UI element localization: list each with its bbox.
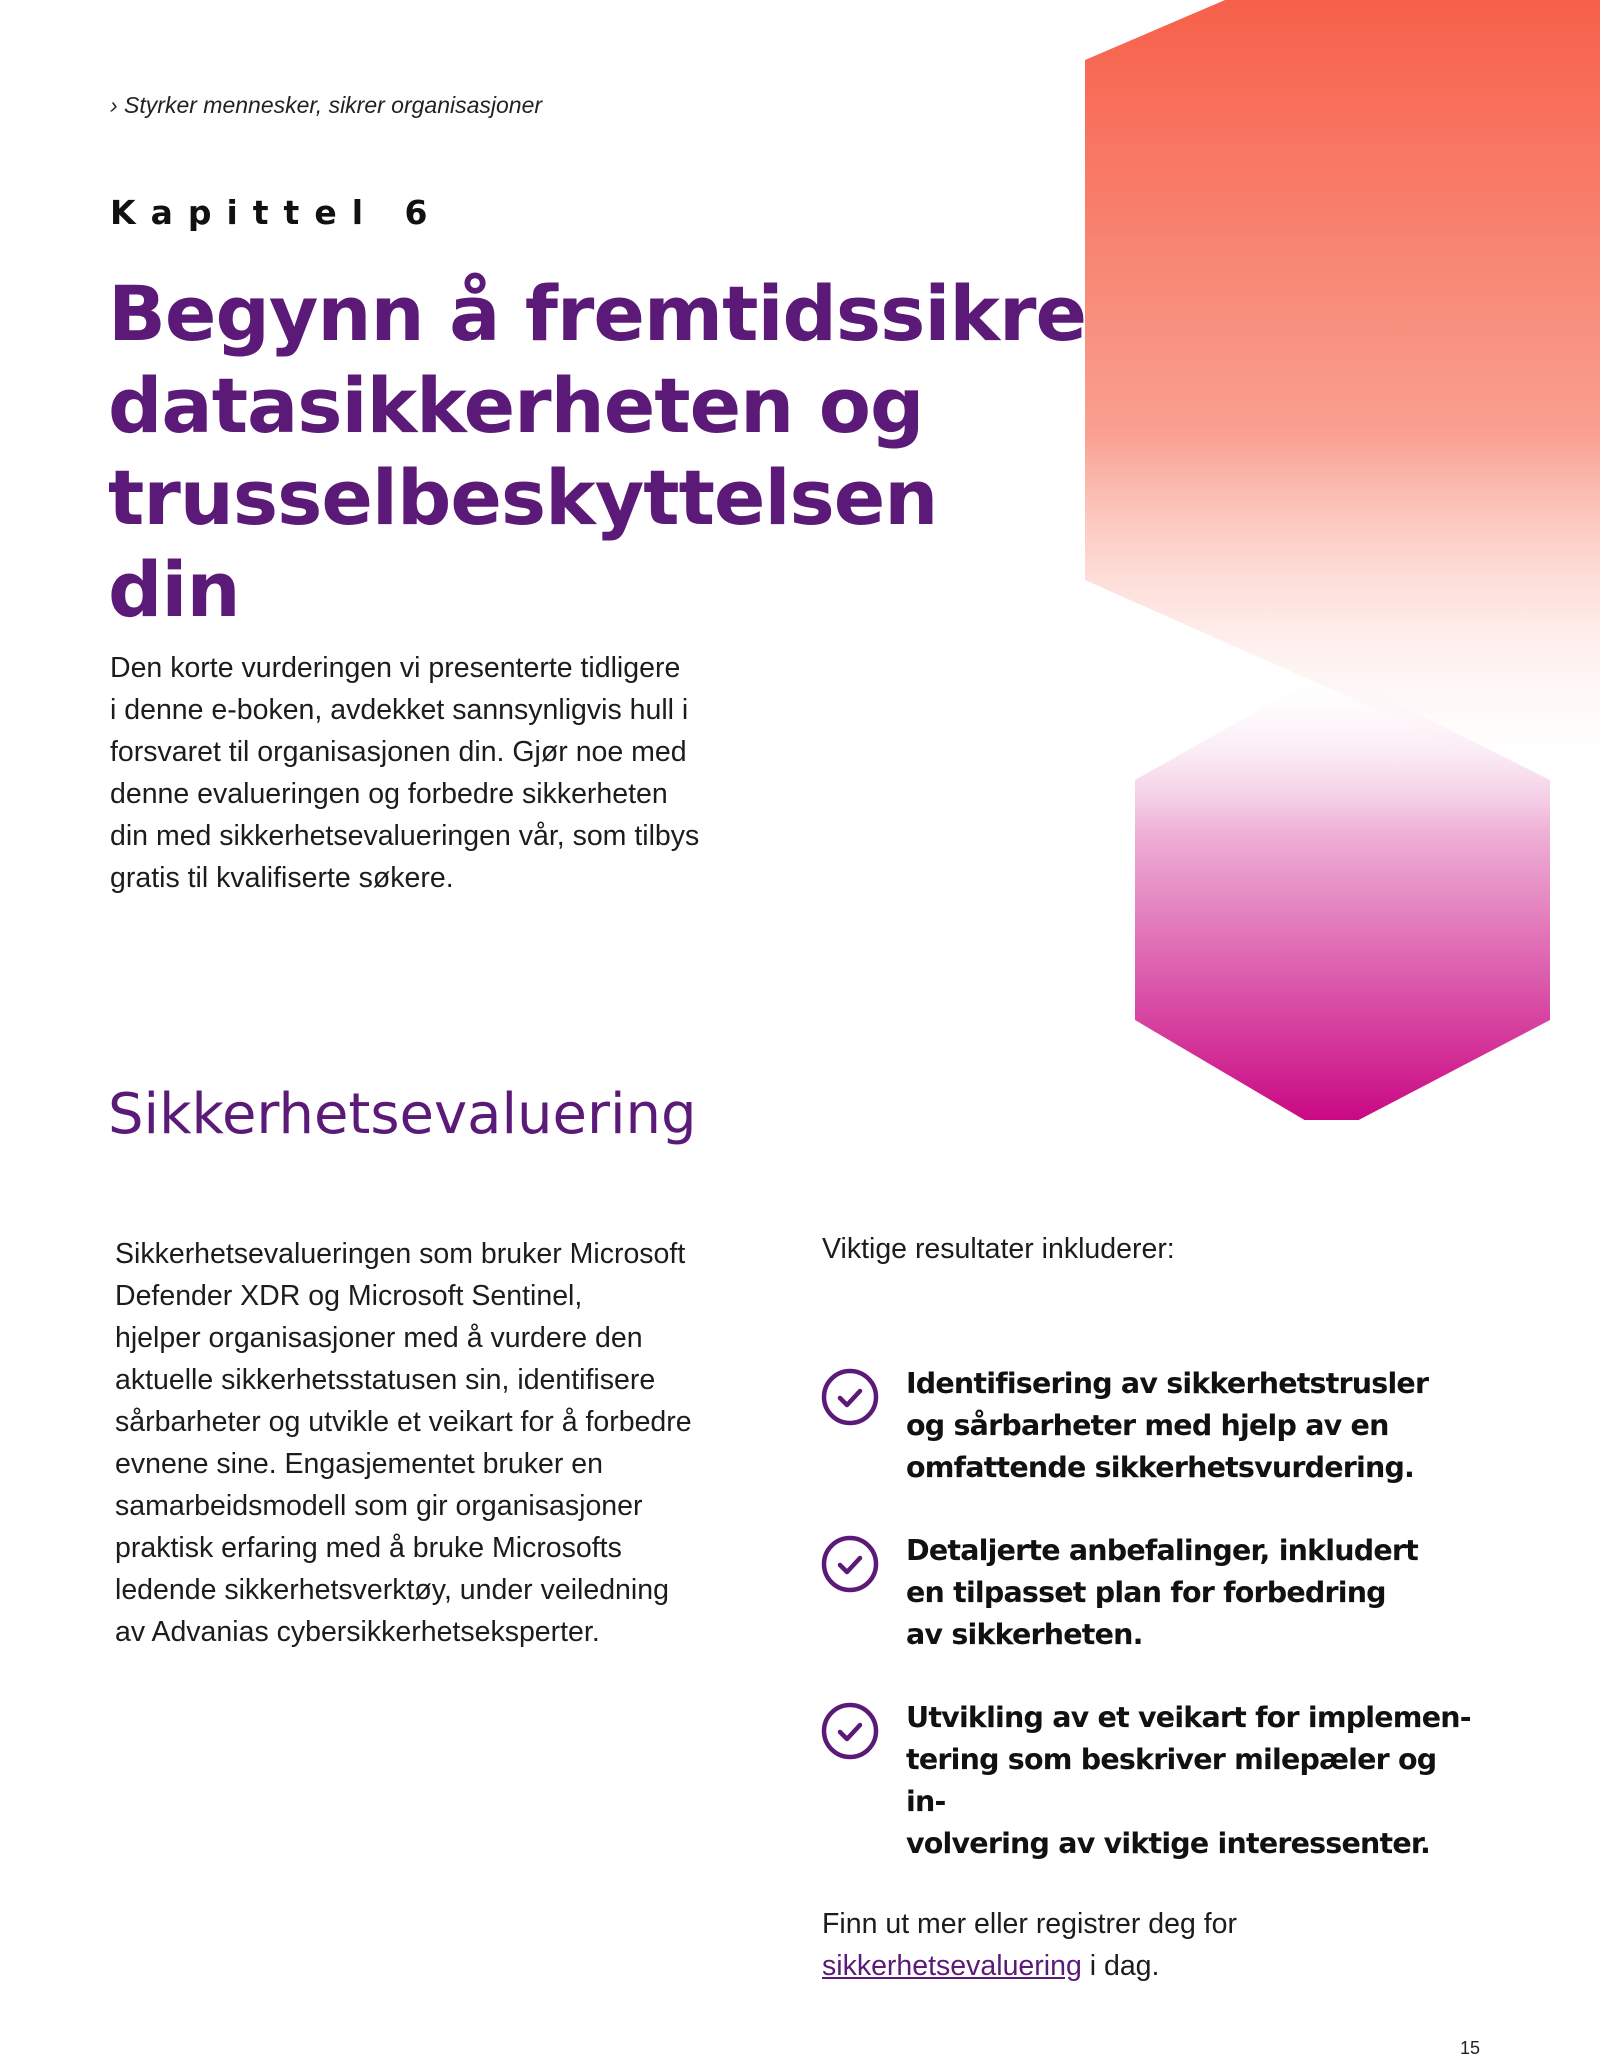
intro-line: denne evalueringen og forbedre sikkerheten (110, 778, 668, 810)
intro-line: forsvaret til organisasjonen din. Gjør noe med (110, 736, 687, 768)
page-title (108, 268, 1088, 636)
body-line: Sikkerhetsevalueringen som bruker Microsoft (115, 1238, 686, 1270)
page-number: 15 (1460, 2038, 1481, 2058)
title-line: trusselbeskyttelsen din (108, 453, 938, 634)
call-to-action (822, 1903, 1442, 1987)
result-line: Detaljerte anbefalinger, inkludert (906, 1534, 1418, 1567)
body-line: praktisk erfaring med å bruke Microsofts (115, 1532, 622, 1564)
result-line: Utvikling av et veikart for implemen- (906, 1701, 1471, 1734)
result-line: volvering av viktige interessenter. (906, 1827, 1431, 1860)
title-line: datasikkerheten og (108, 361, 924, 450)
intro-line: din med sikkerhetsevalueringen vår, som tilbys (110, 820, 700, 852)
body-line: av Advanias cybersikkerhetseksperter. (115, 1616, 600, 1648)
body-paragraph (115, 1233, 795, 1653)
assessment-link[interactable]: sikkerhetsevaluering (822, 1950, 1082, 1982)
chapter-label: Kapittel 6 (110, 193, 443, 232)
result-line: tering som beskriver milepæler og in- (906, 1743, 1437, 1818)
hexagon-top (1085, 0, 1600, 790)
section-heading: Sikkerhetsevaluering (108, 1082, 697, 1147)
cta-tail: i dag. (1081, 1950, 1160, 1982)
result-line: Identifisering av sikkerhetstrusler (906, 1367, 1429, 1400)
body-line: samarbeidsmodell som gir organisasjoner (115, 1490, 643, 1522)
body-line: ledende sikkerhetsverktøy, under veiledning (115, 1574, 669, 1606)
body-line: aktuelle sikkerhetsstatusen sin, identifisere (115, 1364, 656, 1396)
result-item (820, 1363, 1480, 1493)
result-text (906, 1530, 1476, 1656)
result-item (820, 1697, 1480, 1860)
cta-line: Finn ut mer eller registrer deg for (822, 1908, 1237, 1940)
result-text (906, 1697, 1476, 1865)
body-line: Defender XDR og Microsoft Sentinel, (115, 1280, 583, 1312)
result-line: og sårbarheter med hjelp av en (906, 1409, 1389, 1442)
title-line: Begynn å fremtidssikre (108, 269, 1086, 358)
intro-line: i denne e-boken, avdekket sannsynligvis hull i (110, 694, 689, 726)
result-text (906, 1363, 1476, 1489)
body-line: hjelper organisasjoner med å vurdere den (115, 1322, 643, 1354)
check-circle-icon (820, 1534, 880, 1594)
intro-line: Den korte vurderingen vi presenterte tidligere (110, 652, 681, 684)
decorative-hexagons (1080, 0, 1600, 1120)
results-intro: Viktige resultater inkluderer: (822, 1233, 1175, 1265)
body-line: sårbarheter og utvikle et veikart for å forbedre (115, 1406, 692, 1438)
result-line: omfattende sikkerhetsvurdering. (906, 1451, 1415, 1484)
intro-line: gratis til kvalifiserte søkere. (110, 862, 454, 894)
result-line: av sikkerheten. (906, 1618, 1143, 1651)
body-line: evnene sine. Engasjementet bruker en (115, 1448, 603, 1480)
result-line: en tilpasset plan for forbedring (906, 1576, 1386, 1609)
intro-paragraph (110, 647, 790, 899)
check-circle-icon (820, 1367, 880, 1427)
result-item (820, 1530, 1480, 1660)
check-circle-icon (820, 1701, 880, 1761)
breadcrumb[interactable]: › Styrker mennesker, sikrer organisasjoner (110, 92, 543, 118)
